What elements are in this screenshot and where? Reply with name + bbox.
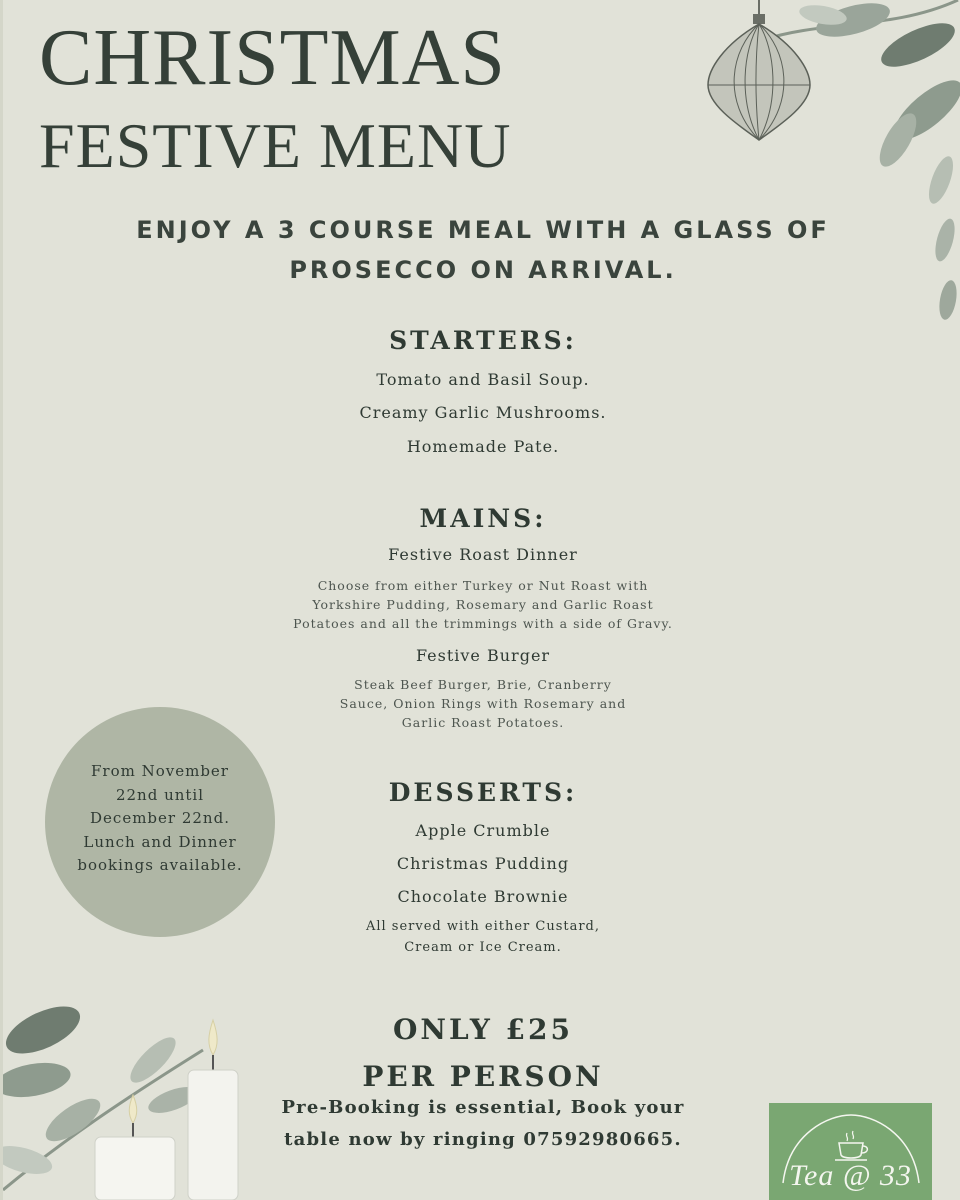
- dessert-note: [3, 916, 960, 958]
- price-line-2: PER PERSON: [362, 1060, 604, 1093]
- dessert-item: Chocolate Brownie: [397, 887, 569, 906]
- description-line: Choose from either Turkey or Nut Roast with: [317, 578, 649, 593]
- description-line: Sauce, Onion Rings with Rosemary and: [339, 696, 627, 711]
- logo: [769, 1103, 932, 1200]
- booking-line: Pre-Booking is essential, Book your: [281, 1097, 685, 1118]
- intro-line-1: ENJOY A 3 COURSE MEAL WITH A GLASS OF: [136, 216, 830, 244]
- starter-item: Creamy Garlic Mushrooms.: [359, 403, 607, 422]
- booking-info: [253, 1092, 713, 1156]
- availability-line: From November: [91, 762, 229, 780]
- starter-item: Homemade Pate.: [406, 437, 560, 456]
- description-line: Steak Beef Burger, Brie, Cranberry: [354, 677, 612, 692]
- dessert-item: Christmas Pudding: [396, 854, 570, 873]
- note-line: Cream or Ice Cream.: [404, 940, 562, 955]
- dessert-item: Apple Crumble: [415, 821, 551, 840]
- availability-line: 22nd until: [115, 785, 205, 804]
- main-item-name: Festive Burger: [415, 646, 551, 665]
- logo-text: Tea @ 33: [789, 1159, 912, 1192]
- title-line-1: CHRISTMAS: [39, 14, 506, 102]
- description-line: Potatoes and all the trimmings with a side of Gravy.: [293, 616, 673, 631]
- description-line: Garlic Roast Potatoes.: [401, 715, 565, 730]
- candle-icon: [93, 1015, 253, 1200]
- starter-item: Tomato and Basil Soup.: [376, 370, 590, 389]
- availability-line: December 22nd.: [90, 809, 230, 827]
- description-line: Yorkshire Pudding, Rosemary and Garlic Roast: [312, 597, 654, 612]
- desserts-heading: DESSERTS:: [388, 778, 578, 807]
- intro-text: [3, 210, 960, 290]
- intro-line-2: PROSECCO ON ARRIVAL.: [289, 256, 677, 284]
- main-item-description: [3, 576, 960, 633]
- title-line-2: FESTIVE MENU: [39, 110, 512, 181]
- price-line-1: ONLY £25: [392, 1013, 574, 1046]
- ornament-icon: [703, 0, 813, 150]
- starters-heading: STARTERS:: [389, 326, 577, 355]
- main-item-name: Festive Roast Dinner: [388, 545, 578, 564]
- page-title: [39, 14, 512, 181]
- availability-line: bookings available.: [77, 856, 243, 874]
- availability-line: Lunch and Dinner: [83, 832, 237, 851]
- note-line: All served with either Custard,: [365, 919, 601, 934]
- booking-line: table now by ringing 07592980665.: [284, 1129, 682, 1150]
- mains-heading: MAINS:: [419, 504, 547, 533]
